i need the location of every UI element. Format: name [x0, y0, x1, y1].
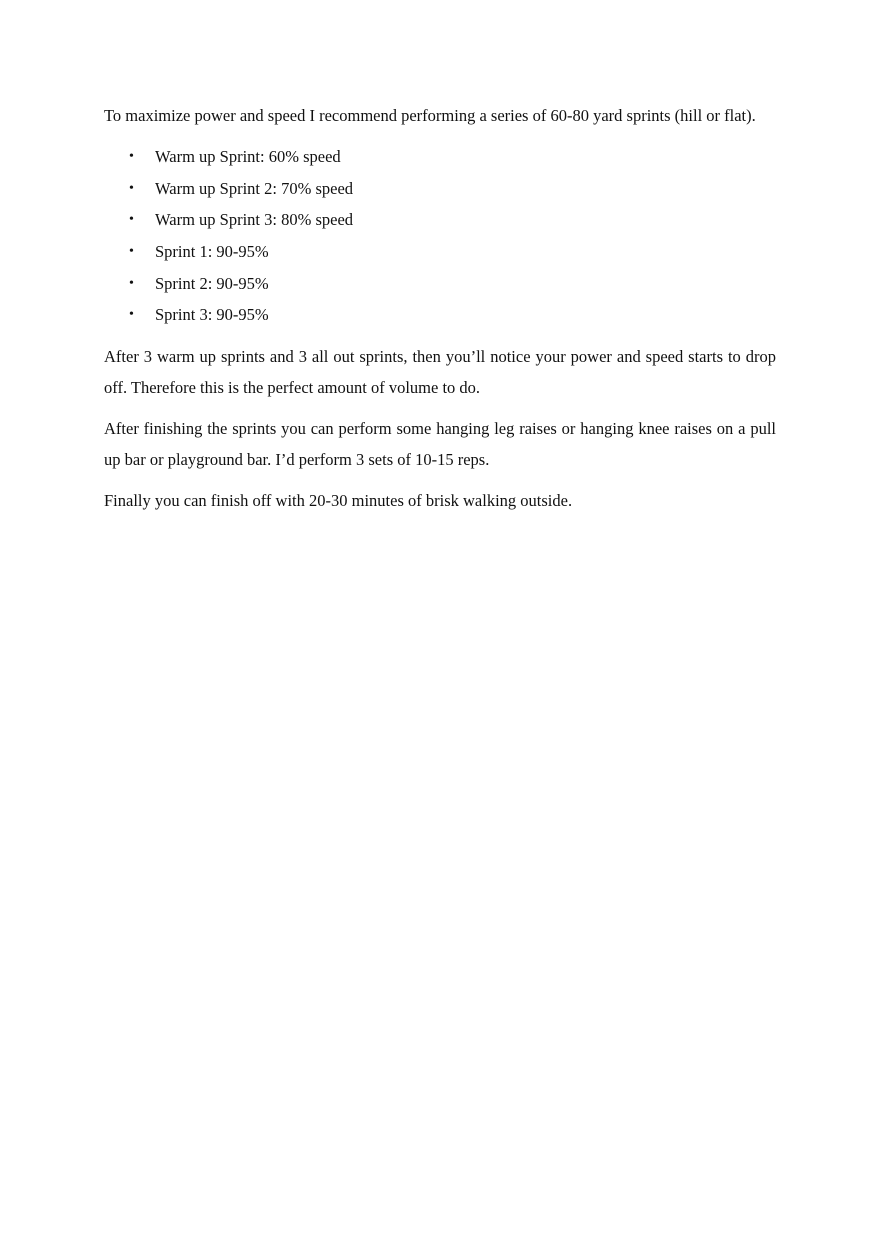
list-item-text: Sprint 3: 90-95%	[155, 305, 269, 325]
list-item	[104, 173, 776, 205]
bullet-icon: •	[129, 212, 134, 228]
bullet-icon: •	[129, 307, 134, 323]
sprint-list	[104, 141, 776, 331]
bullet-icon: •	[129, 180, 134, 196]
after-sprints-paragraph: After 3 warm up sprints and 3 all out sprints, then you’ll notice your power and speed starts to drop off. Therefore this is the perfect amount of volume to do.	[104, 347, 776, 398]
list-item	[104, 299, 776, 331]
intro-paragraph: To maximize power and speed I recommend performing a series of 60-80 yard sprints (hill or flat).	[104, 106, 756, 125]
list-item-text: Warm up Sprint 3: 80% speed	[155, 210, 354, 230]
bullet-icon: •	[129, 244, 134, 260]
leg-raises-paragraph: After finishing the sprints you can perform some hanging leg raises or hanging knee raises on a pull up bar or playground bar. I’d perform 3 sets of 10-15 reps.	[104, 419, 776, 470]
list-item	[104, 204, 776, 236]
list-item	[104, 236, 776, 268]
bullet-icon: •	[129, 149, 134, 164]
list-item-text: Sprint 1: 90-95%	[155, 242, 269, 262]
list-item	[104, 268, 776, 300]
list-item-text: Sprint 2: 90-95%	[155, 273, 269, 293]
list-item-text: Warm up Sprint: 60% speed	[155, 147, 341, 166]
list-item	[104, 141, 776, 173]
finish-paragraph: Finally you can finish off with 20-30 minutes of brisk walking outside.	[104, 491, 573, 511]
document-body	[104, 100, 776, 526]
bullet-icon: •	[129, 275, 134, 291]
list-item-text: Warm up Sprint 2: 70% speed	[155, 178, 354, 198]
